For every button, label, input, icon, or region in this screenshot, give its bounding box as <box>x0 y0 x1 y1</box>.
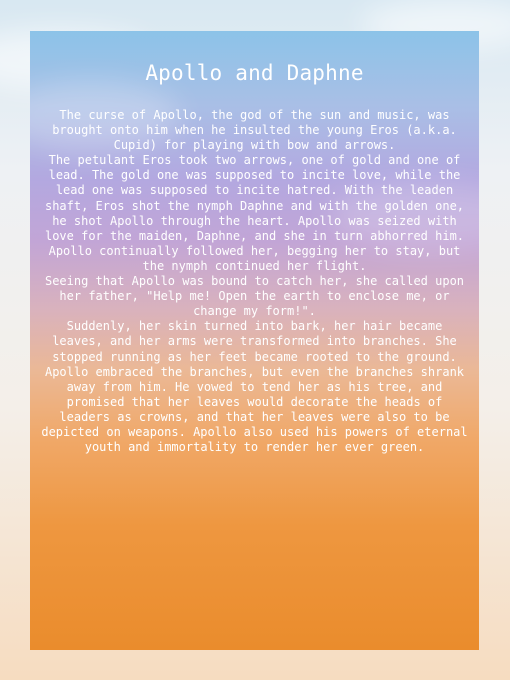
paragraph: Suddenly, her skin turned into bark, her hair became leaves, and her arms were transformed into branches. She stopped running as her feet became rooted to the ground. Apollo embraced the branches, but even the branches shrank away from him. He vowed to tend her as his tree, and promised that her leaves would decorate the heads of leaders as crowns, and that her leaves were also to be depicted on weapons. Apollo also used his powers of eternal youth and immortality to render her ever green. <box>41 319 468 455</box>
page-title: Apollo and Daphne <box>145 61 364 85</box>
paragraph: Seeing that Apollo was bound to catch her, she called upon her father, "Help me! Open the earth to enclose me, or change my form!". <box>44 274 465 319</box>
poster-card <box>30 31 479 650</box>
paragraph: The petulant Eros took two arrows, one of gold and one of lead. The gold one was supposed to incite love, while the lead one was supposed to incite hatred. With the leaden shaft, Eros shot the nymph Daphne and with the golden one, he shot Apollo through the heart. Apollo was seized with love for the maiden, Daphne, and she in turn abhorred him. <box>44 153 465 243</box>
story-body <box>38 108 471 455</box>
paragraph: The curse of Apollo, the god of the sun and music, was brought onto him when he insulted the young Eros (a.k.a. Cupid) for playing with bow and arrows. <box>52 108 457 153</box>
paragraph: Apollo continually followed her, begging her to stay, but the nymph continued her flight. <box>48 243 461 273</box>
